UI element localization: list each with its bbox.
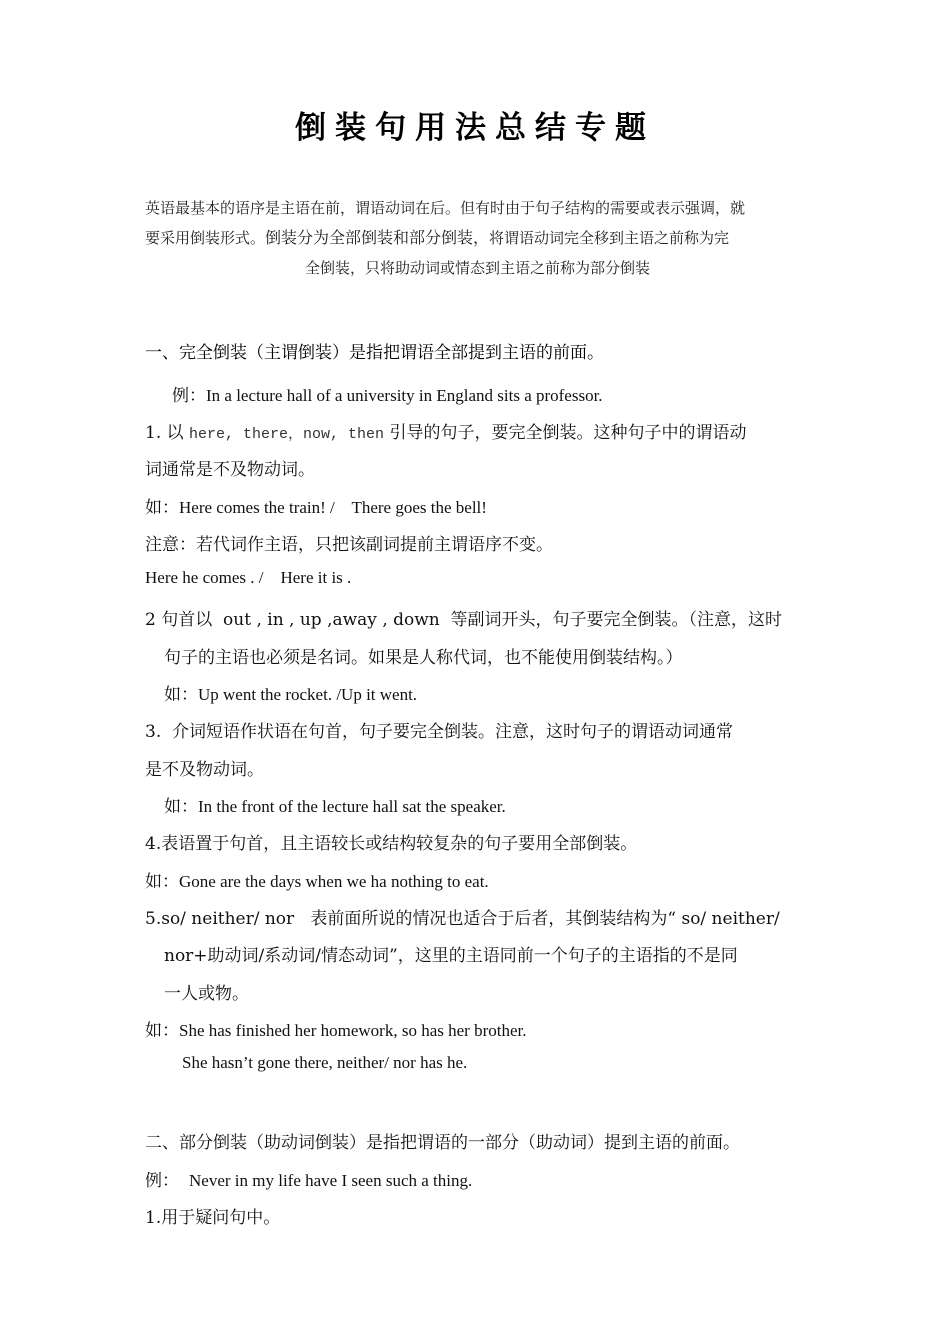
page-title: 倒装句用法总结专题 bbox=[295, 110, 655, 146]
section1-example: 例：In a lecture hall of a university in England sits a professor. bbox=[172, 386, 603, 406]
rule-1: 1. 以 here, there，now, then 引导的句子，要完全倒装。这种句子中的谓语动 bbox=[145, 423, 747, 443]
intro-line-3: 全倒装，只将助动词或情态到主语之前称为部分倒装 bbox=[304, 259, 650, 277]
rule-5: 5.so/ neither/ nor 表前面所说的情况也适合于后者，其倒装结构为“ so/ neither/ bbox=[145, 909, 780, 929]
section2-example: 例： Never in my life have I seen such a thing. bbox=[145, 1171, 473, 1191]
rule-2-cont: 句子的主语也必须是名词。如果是人称代词，也不能使用倒装结构。） bbox=[164, 648, 683, 668]
rule-5-cont: nor+助动词/系动词/情态动词”，这里的主语同前一个句子的主语指的不是同 bbox=[164, 946, 738, 966]
rule-1-example: 如：Here comes the train! / There goes the bell! bbox=[145, 498, 487, 518]
intro-line-1: 英语最基本的语序是主语在前，谓语动词在后。但有时由于句子结构的需要或表示强调，就 bbox=[145, 199, 746, 217]
rule-3-cont: 是不及物动词。 bbox=[145, 760, 264, 780]
rule-3-example: 如：In the front of the lecture hall sat the speaker. bbox=[164, 797, 506, 817]
rule-5-example: 如：She has finished her homework, so has her brother. bbox=[145, 1021, 527, 1041]
rule-5-example-2: She hasn’t gone there, neither/ nor has he. bbox=[182, 1053, 468, 1072]
intro-line-2: 要采用倒装形式。倒装分为全部倒装和部分倒装，将谓语动词完全移到主语之前称为完 bbox=[145, 228, 730, 247]
note: 注意：若代词作主语，只把该副词提前主谓语序不变。 bbox=[145, 535, 553, 555]
rule-5-cont-2: 一人或物。 bbox=[164, 984, 249, 1004]
note-example: Here he comes . / Here it is . bbox=[145, 568, 352, 587]
section2-heading: 二、部分倒装（助动词倒装）是指把谓语的一部分（助动词）提到主语的前面。 bbox=[145, 1133, 740, 1153]
rule-2: 2 句首以 out , in , up ,away , down 等副词开头，句子要完全倒装。（注意，这时 bbox=[145, 610, 783, 630]
intro-paragraph bbox=[145, 193, 810, 283]
section1-heading: 一、完全倒装（主谓倒装）是指把谓语全部提到主语的前面。 bbox=[145, 343, 604, 362]
rule-3: 3. 介词短语作状语在句首，句子要完全倒装。注意，这时句子的谓语动词通常 bbox=[145, 722, 734, 742]
rule-4-example: 如：Gone are the days when we ha nothing to eat. bbox=[145, 872, 489, 892]
rule-4: 4.表语置于句首，且主语较长或结构较复杂的句子要用全部倒装。 bbox=[145, 834, 638, 854]
section2-rule-1: 1.用于疑问句中。 bbox=[145, 1208, 281, 1228]
rule-2-example: 如：Up went the rocket. /Up it went. bbox=[164, 685, 418, 705]
rule-1-cont: 词通常是不及物动词。 bbox=[145, 460, 315, 480]
